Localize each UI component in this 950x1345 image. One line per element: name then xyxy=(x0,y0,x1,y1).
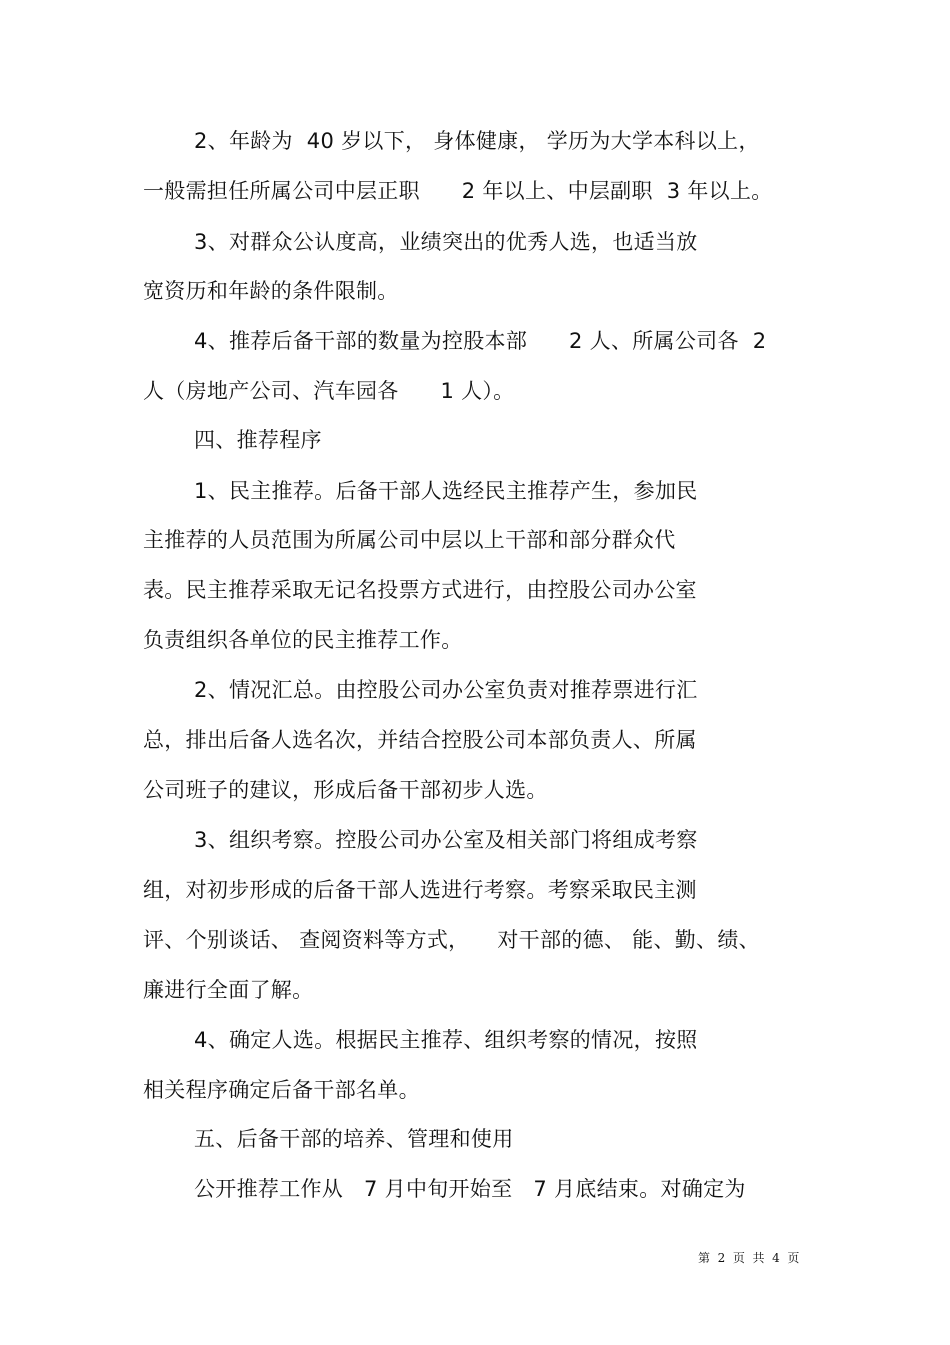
body-line-8: 主推荐的人员范围为所属公司中层以上干部和部分群众代 xyxy=(143,528,676,552)
body-line-16: 评、个别谈话、 查阅资料等方式， 对干部的德、 能、勤、绩、 xyxy=(143,928,760,952)
body-line-19: 相关程序确定后备干部名单。 xyxy=(143,1078,420,1102)
body-line-10: 负责组织各单位的民主推荐工作。 xyxy=(143,628,463,652)
body-line-2: 一般需担任所属公司中层正职 2 年以上、中层副职 3 年以上。 xyxy=(143,179,773,203)
body-line-6: 人（房地产公司、汽车园各 1 人）。 xyxy=(143,379,515,403)
page-footer: 第 2 页 共 4 页 xyxy=(698,1251,800,1265)
body-line-4: 宽资历和年龄的条件限制。 xyxy=(143,279,399,303)
body-line-9: 表。民主推荐采取无记名投票方式进行，由控股公司办公室 xyxy=(143,578,697,602)
body-line-12: 总，排出后备人选名次，并结合控股公司本部负责人、所属 xyxy=(143,728,697,752)
section-heading-recommendation-procedure: 四、推荐程序 xyxy=(194,428,322,452)
section-heading-cadre-training: 五、后备干部的培养、管理和使用 xyxy=(194,1127,514,1151)
body-line-1: 2、年龄为 40 岁以下， 身体健康， 学历为大学本科以上， xyxy=(194,129,760,153)
body-line-7: 1、民主推荐。后备干部人选经民主推荐产生，参加民 xyxy=(194,479,698,503)
body-line-3: 3、对群众公认度高，业绩突出的优秀人选，也适当放 xyxy=(194,230,698,254)
body-line-17: 廉进行全面了解。 xyxy=(143,978,314,1002)
body-line-20: 公开推荐工作从 7 月中旬开始至 7 月底结束。对确定为 xyxy=(194,1177,746,1201)
body-line-5: 4、推荐后备干部的数量为控股本部 2 人、所属公司各 2 xyxy=(194,329,767,353)
body-line-14: 3、组织考察。控股公司办公室及相关部门将组成考察 xyxy=(194,828,698,852)
body-line-18: 4、确定人选。根据民主推荐、组织考察的情况，按照 xyxy=(194,1028,698,1052)
body-line-15: 组，对初步形成的后备干部人选进行考察。考察采取民主测 xyxy=(143,878,697,902)
body-line-11: 2、情况汇总。由控股公司办公室负责对推荐票进行汇 xyxy=(194,678,698,702)
body-line-13: 公司班子的建议，形成后备干部初步人选。 xyxy=(143,778,548,802)
